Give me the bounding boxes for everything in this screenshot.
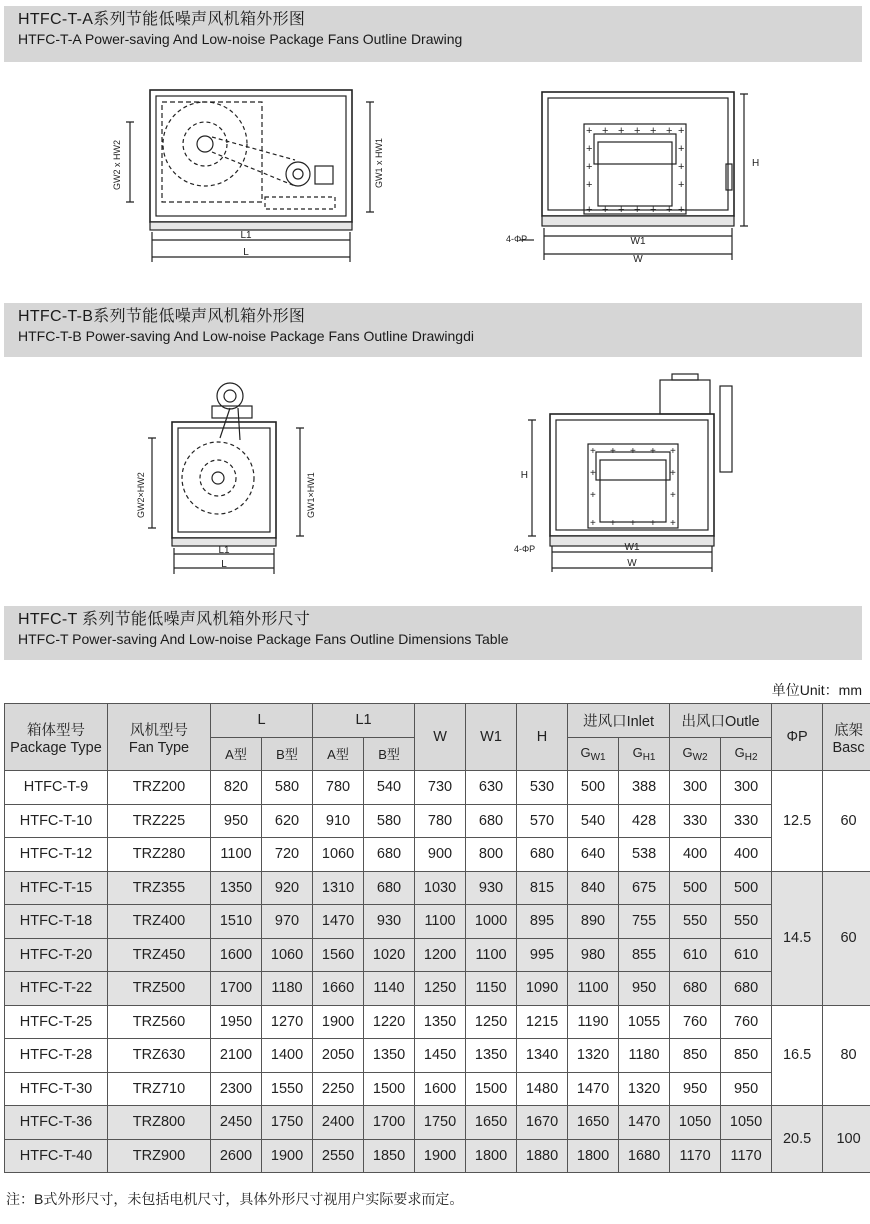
table-cell: 1680 [619,1139,670,1173]
table-cell: 610 [721,938,772,972]
svg-text:+: + [590,490,596,501]
table-cell: 1900 [262,1139,313,1173]
table-cell: 1650 [568,1106,619,1140]
svg-text:+: + [610,446,616,457]
table-row [5,1039,870,1073]
col-gw1-sub: W1 [590,751,606,763]
table-cell: 330 [721,804,772,838]
table-cell: 1055 [619,1005,670,1039]
table-cell: 1550 [262,1072,313,1106]
table-cell: TRZ355 [108,871,211,905]
table-cell: 760 [670,1005,721,1039]
svg-text:+: + [666,125,673,137]
table-row [5,804,870,838]
svg-text:+: + [590,446,596,457]
table-cell: 850 [670,1039,721,1073]
svg-text:+: + [670,446,676,457]
drawing-b-phi-label: 4-ΦP [514,544,536,554]
table-cell: 580 [262,771,313,805]
table-cell: 1310 [313,871,364,905]
table-cell: 1215 [517,1005,568,1039]
table-cell: 388 [619,771,670,805]
table-cell: 1800 [568,1139,619,1173]
table-cell: 1270 [262,1005,313,1039]
col-base-zh: 底架 [834,722,864,739]
table-cell: 680 [364,871,415,905]
table-cell: 1220 [364,1005,415,1039]
dimensions-table [4,703,870,1173]
table-cell: 680 [466,804,517,838]
svg-text:+: + [670,490,676,501]
table-cell: HTFC-T-20 [5,938,108,972]
table-row [5,905,870,939]
table-cell: 300 [670,771,721,805]
table-cell: 538 [619,838,670,872]
table-cell: TRZ450 [108,938,211,972]
table-cell: 1100 [415,905,466,939]
table-header-row-1 [5,704,870,738]
drawing-b-inlet-left-label: GW2×HW2 [136,472,146,518]
drawing-a-l1-label: L1 [240,230,252,241]
table-cell: HTFC-T-15 [5,871,108,905]
table-cell: 2250 [313,1072,364,1106]
col-w1: W1 [466,704,517,771]
table-cell: TRZ630 [108,1039,211,1073]
svg-text:+: + [678,125,685,137]
col-gh1 [619,737,670,771]
table-cell: 910 [313,804,364,838]
table-cell: 610 [670,938,721,972]
col-l1-a-type: A型 [313,737,364,771]
table-cell: 890 [568,905,619,939]
table-cell: 428 [619,804,670,838]
table-cell: 995 [517,938,568,972]
table-cell: 2300 [211,1072,262,1106]
table-cell: 1500 [466,1072,517,1106]
phi-p-cell: 20.5 [772,1106,823,1173]
table-row [5,938,870,972]
table-cell: 500 [670,871,721,905]
table-cell: 1050 [670,1106,721,1140]
svg-text:+: + [586,161,593,173]
table-cell: 680 [517,838,568,872]
table-row [5,1072,870,1106]
table-cell: 950 [211,804,262,838]
col-l-a-type: A型 [211,737,262,771]
svg-text:+: + [634,204,641,216]
table-cell: 300 [721,771,772,805]
table-cell: TRZ800 [108,1106,211,1140]
table-cell: 330 [670,804,721,838]
table-cell: 1170 [721,1139,772,1173]
table-cell: 2100 [211,1039,262,1073]
table-cell: 1150 [466,972,517,1006]
table-cell: 1000 [466,905,517,939]
table-cell: HTFC-T-25 [5,1005,108,1039]
table-cell: 1250 [466,1005,517,1039]
table-row [5,838,870,872]
table-cell: 620 [262,804,313,838]
col-fan-type-en: Fan Type [128,739,190,756]
col-outlet: 出风口Outle [670,704,772,738]
section-a-header [4,6,862,62]
table-cell: 1670 [517,1106,568,1140]
col-package-type [5,704,108,771]
svg-text:+: + [666,204,673,216]
table-cell: 1140 [364,972,415,1006]
table-cell: 1320 [619,1072,670,1106]
svg-text:+: + [618,204,625,216]
base-cell: 80 [823,1005,870,1106]
table-cell: 1400 [262,1039,313,1073]
phi-p-cell: 14.5 [772,871,823,1005]
table-cell: 1350 [364,1039,415,1073]
drawing-b-w-label: W [627,558,637,569]
table-row [5,771,870,805]
table-cell: 1450 [415,1039,466,1073]
drawing-a-side-view [100,82,400,272]
table-cell: 850 [721,1039,772,1073]
base-cell: 100 [823,1106,870,1173]
phi-p-cell: 16.5 [772,1005,823,1106]
phi-p-cell: 12.5 [772,771,823,872]
table-cell: 950 [721,1072,772,1106]
svg-text:+: + [650,446,656,457]
table-cell: 1900 [415,1139,466,1173]
table-cell: 2600 [211,1139,262,1173]
drawing-a-w1-label: W1 [630,236,646,247]
table-cell: 895 [517,905,568,939]
table-cell: 920 [262,871,313,905]
table-cell: 970 [262,905,313,939]
drawing-b-h-label: H [520,470,528,481]
col-fan-type [108,704,211,771]
table-cell: 755 [619,905,670,939]
table-cell: HTFC-T-40 [5,1139,108,1173]
unit-label: 单位Unit：mm [771,682,862,698]
svg-text:+: + [650,204,657,216]
table-cell: 550 [670,905,721,939]
table-cell: 900 [415,838,466,872]
table-cell: HTFC-T-30 [5,1072,108,1106]
table-cell: 1700 [211,972,262,1006]
col-gw2-g: G [682,744,693,760]
table-cell: 1320 [568,1039,619,1073]
drawing-a-h-label: H [752,158,760,169]
table-cell: 1350 [211,871,262,905]
table-cell: 1800 [466,1139,517,1173]
section-b-header [4,303,862,357]
table-cell: 1170 [670,1139,721,1173]
table-cell: 950 [670,1072,721,1106]
svg-text:+: + [610,518,616,529]
table-cell: 680 [364,838,415,872]
table-cell: TRZ280 [108,838,211,872]
svg-text:+: + [678,179,685,191]
drawing-a-w-label: W [633,254,643,265]
svg-text:+: + [602,125,609,137]
svg-text:+: + [670,468,676,479]
col-base-en: Basc [832,739,865,756]
table-cell: TRZ200 [108,771,211,805]
drawing-b-w1-label: W1 [624,542,640,553]
table-cell: 500 [721,871,772,905]
col-gw2 [670,737,721,771]
table-cell: HTFC-T-28 [5,1039,108,1073]
svg-text:+: + [586,179,593,191]
table-cell: 1020 [364,938,415,972]
table-cell: 1090 [517,972,568,1006]
table-cell: HTFC-T-9 [5,771,108,805]
table-cell: 1060 [262,938,313,972]
col-gh1-sub: H1 [642,751,656,763]
col-gh2-g: G [734,744,745,760]
table-cell: 1950 [211,1005,262,1039]
table-cell: 1250 [415,972,466,1006]
table-cell: 1350 [415,1005,466,1039]
table-cell: 2050 [313,1039,364,1073]
table-cell: 2400 [313,1106,364,1140]
table-cell: 1700 [364,1106,415,1140]
table-cell: 1060 [313,838,364,872]
svg-text:+: + [650,518,656,529]
table-cell: 720 [262,838,313,872]
table-cell: 1190 [568,1005,619,1039]
table-cell: 820 [211,771,262,805]
drawing-a-l-label: L [243,247,249,258]
table-cell: TRZ710 [108,1072,211,1106]
table-cell: 780 [313,771,364,805]
drawing-a-phi-label: 4-ΦP [506,234,528,244]
table-cell: 815 [517,871,568,905]
col-l: L [211,704,313,738]
table-cell: 1560 [313,938,364,972]
svg-text:+: + [678,161,685,173]
table-cell: 1900 [313,1005,364,1039]
table-cell: 1470 [313,905,364,939]
table-cell: 1850 [364,1139,415,1173]
table-cell: 400 [721,838,772,872]
table-cell: 1100 [466,938,517,972]
table-cell: 1050 [721,1106,772,1140]
drawing-b-side-view [120,378,340,578]
base-cell: 60 [823,871,870,1005]
table-cell: HTFC-T-18 [5,905,108,939]
table-cell: 840 [568,871,619,905]
table-cell: 570 [517,804,568,838]
col-gh2 [721,737,772,771]
section-b-title-en: HTFC-T-B Power-saving And Low-noise Package Fans Outline Drawingdi [18,328,474,344]
svg-text:+: + [630,518,636,529]
table-cell: 1480 [517,1072,568,1106]
section-b-title-zh: HTFC-T-B系列节能低噪声风机箱外形图 [18,308,306,325]
table-cell: 1660 [313,972,364,1006]
base-cell: 60 [823,771,870,872]
table-cell: 1880 [517,1139,568,1173]
drawing-b-l-label: L [221,559,227,570]
table-cell: 730 [415,771,466,805]
table-cell: 1750 [415,1106,466,1140]
table-cell: 580 [364,804,415,838]
col-l1-b-type: B型 [364,737,415,771]
table-cell: HTFC-T-36 [5,1106,108,1140]
table-cell: 780 [415,804,466,838]
drawing-b-l1-label: L1 [218,545,230,556]
col-package-type-en: Package Type [10,739,102,756]
svg-text:+: + [590,518,596,529]
table-cell: 1500 [364,1072,415,1106]
table-cell: 855 [619,938,670,972]
table-cell: 680 [721,972,772,1006]
table-cell: 1510 [211,905,262,939]
table-cell: 1600 [211,938,262,972]
col-l-b-type: B型 [262,737,313,771]
table-cell: 640 [568,838,619,872]
table-cell: 1180 [262,972,313,1006]
svg-text:+: + [590,468,596,479]
svg-text:+: + [678,204,685,216]
table-cell: TRZ400 [108,905,211,939]
col-package-type-zh: 箱体型号 [27,722,85,739]
svg-text:+: + [618,125,625,137]
col-gh2-sub: H2 [744,751,758,763]
svg-text:+: + [586,204,593,216]
table-cell: TRZ900 [108,1139,211,1173]
table-cell: 1200 [415,938,466,972]
table-cell: 530 [517,771,568,805]
table-cell: 400 [670,838,721,872]
table-row [5,972,870,1006]
table-cell: TRZ500 [108,972,211,1006]
svg-text:+: + [670,518,676,529]
table-cell: TRZ560 [108,1005,211,1039]
svg-text:+: + [678,143,685,155]
table-cell: 1030 [415,871,466,905]
table-cell: 1340 [517,1039,568,1073]
table-cell: 1600 [415,1072,466,1106]
svg-text:+: + [586,143,593,155]
table-cell: 1470 [568,1072,619,1106]
table-body [5,771,870,1173]
col-fan-type-zh: 风机型号 [130,722,188,739]
footnote: 注：B式外形尺寸，未包括电机尺寸，具体外形尺寸视用户实际要求而定。 [6,1191,464,1207]
table-cell: 1350 [466,1039,517,1073]
drawing-b-front-view [510,372,770,572]
table-cell: 675 [619,871,670,905]
table-row [5,871,870,905]
table-cell: 540 [568,804,619,838]
col-gh1-g: G [632,744,643,760]
table-cell: 1180 [619,1039,670,1073]
table-cell: TRZ225 [108,804,211,838]
col-l1: L1 [313,704,415,738]
table-cell: 1650 [466,1106,517,1140]
table-cell: 2550 [313,1139,364,1173]
svg-text:+: + [586,125,593,137]
section-a-title-en: HTFC-T-A Power-saving And Low-noise Package Fans Outline Drawing [18,31,463,47]
table-cell: 1100 [211,838,262,872]
table-cell: 800 [466,838,517,872]
svg-text:+: + [650,125,657,137]
table-row [5,1139,870,1173]
svg-text:+: + [630,446,636,457]
svg-text:+: + [634,125,641,137]
col-inlet: 进风口Inlet [568,704,670,738]
table-cell: 950 [619,972,670,1006]
section-table-title-en: HTFC-T Power-saving And Low-noise Package Fans Outline Dimensions Table [18,631,509,647]
table-cell: HTFC-T-10 [5,804,108,838]
section-table-header [4,606,862,660]
drawing-a-inlet-left-label: GW2 x HW2 [112,139,122,190]
col-phi-p: ΦP [772,704,823,771]
svg-text:+: + [602,204,609,216]
section-table-title-zh: HTFC-T 系列节能低噪声风机箱外形尺寸 [18,611,311,628]
table-cell: 2450 [211,1106,262,1140]
drawing-a-inlet-right-label: GW1 x HW1 [374,137,384,188]
table-row [5,1106,870,1140]
section-a-title-zh: HTFC-T-A系列节能低噪声风机箱外形图 [18,11,306,28]
drawing-b-inlet-right-label: GW1×HW1 [306,472,316,518]
col-gw2-sub: W2 [692,751,708,763]
table-cell: 680 [670,972,721,1006]
drawing-a-front-view [500,82,770,272]
table-cell: 980 [568,938,619,972]
table-cell: 550 [721,905,772,939]
table-cell: HTFC-T-12 [5,838,108,872]
col-gw1-g: G [580,744,591,760]
table-cell: HTFC-T-22 [5,972,108,1006]
table-cell: 630 [466,771,517,805]
table-cell: 1100 [568,972,619,1006]
col-h: H [517,704,568,771]
col-gw1 [568,737,619,771]
col-w: W [415,704,466,771]
table-row [5,1005,870,1039]
table-cell: 1470 [619,1106,670,1140]
table-cell: 930 [466,871,517,905]
table-cell: 930 [364,905,415,939]
table-cell: 500 [568,771,619,805]
table-cell: 1750 [262,1106,313,1140]
table-cell: 540 [364,771,415,805]
col-base [823,704,870,771]
table-cell: 760 [721,1005,772,1039]
